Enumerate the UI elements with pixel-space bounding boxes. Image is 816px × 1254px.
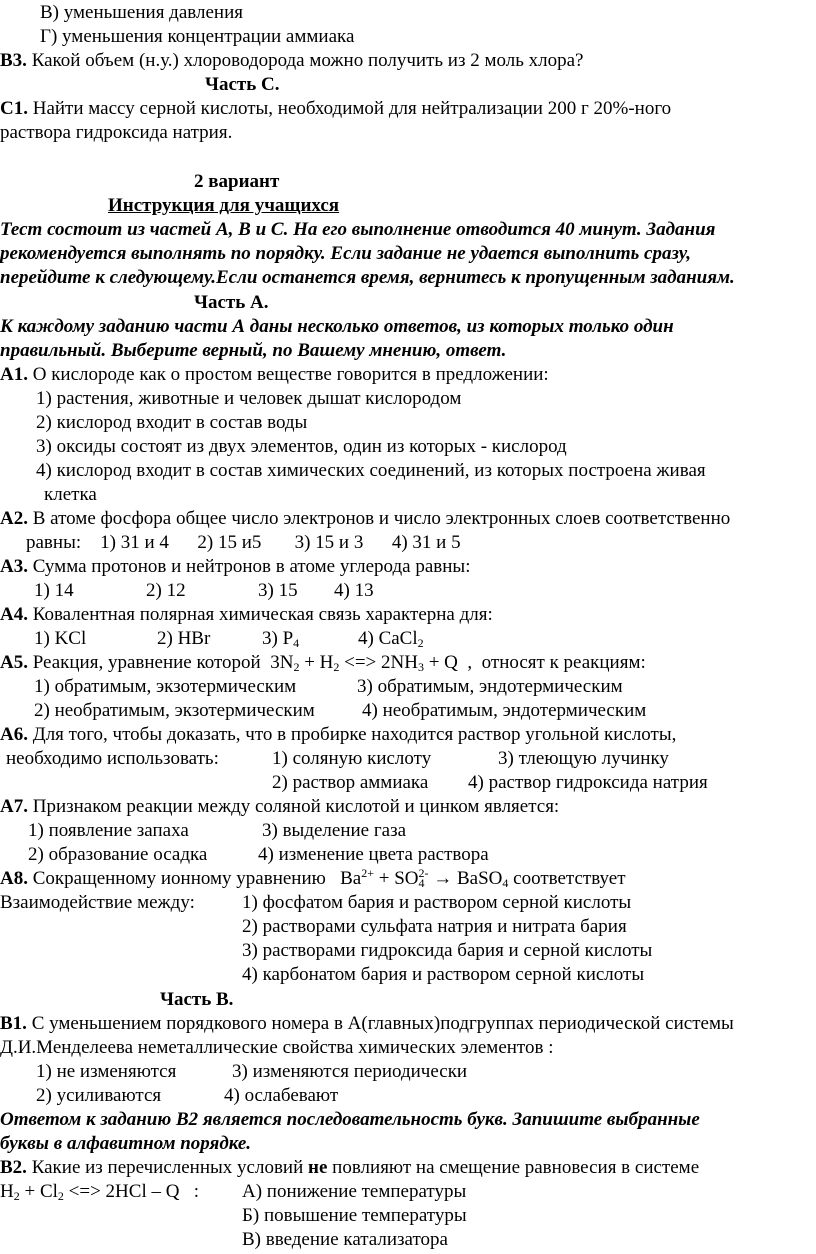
question-b3 — [0, 50, 584, 72]
instructions-line: рекомендуется выполнять по порядку. Если задание не удается выполнить сразу, — [0, 243, 692, 264]
question-label: А5. — [0, 652, 28, 673]
answer-option: 4) изменение цвета раствора — [258, 844, 489, 865]
question-label: С1. — [0, 98, 28, 119]
question-c1 — [0, 98, 671, 120]
equation-text: + Cl — [19, 1181, 58, 1202]
question-text: Ковалентная полярная химическая связь характерна для: — [27, 604, 493, 625]
subscript: 2 — [333, 660, 340, 674]
question-a8 — [0, 868, 626, 890]
question-a6 — [0, 724, 676, 746]
answer-option: 3) оксиды состоят из двух элементов, один из которых - кислород — [36, 436, 567, 457]
question-label: В2. — [0, 1157, 27, 1178]
answer-option: 4) необратимым, эндотермическим — [362, 700, 647, 721]
question-a3 — [0, 556, 470, 578]
question-a2 — [0, 508, 730, 530]
answer-option — [262, 628, 299, 650]
answer-option: 1) не изменяются — [36, 1061, 177, 1082]
question-text: <=> 2NH — [339, 652, 418, 673]
answer-option: 1) появление запаха — [28, 820, 189, 841]
arrow-icon: → — [428, 868, 457, 889]
question-text: повлияют на смещение равновесия в системе — [327, 1157, 700, 1178]
question-text: Признаком реакции между соляной кислотой и цинком является: — [27, 796, 560, 817]
answer-option: А) понижение температуры — [242, 1181, 467, 1202]
question-text: Сокращенному ионному уравнению Ba — [27, 868, 362, 889]
reaction-equation — [0, 1181, 199, 1203]
part-a-heading: Часть А. — [194, 292, 269, 313]
answer-option: 3) изменяются периодически — [232, 1061, 468, 1082]
answer-option: Б) повышение температуры — [242, 1205, 467, 1226]
question-text: Для того, чтобы доказать, что в пробирке находится раствор угольной кислоты, — [27, 724, 677, 745]
subscript: 4 — [293, 636, 300, 650]
question-label: А4. — [0, 604, 28, 625]
question-a1 — [0, 364, 549, 386]
answer-options: равны: 1) 31 и 4 2) 15 и5 3) 15 и 3 4) 31 и 5 — [26, 532, 461, 553]
answer-option: 4) раствор гидроксида натрия — [468, 772, 708, 793]
question-text-cont: необходимо использовать: — [6, 748, 219, 769]
answer-option: 1) 14 — [34, 580, 74, 601]
answer-option: 3) выделение газа — [262, 820, 407, 841]
question-text: Какие из перечисленных условий — [26, 1157, 309, 1178]
answer-option: 2) растворами сульфата натрия и нитрата бария — [242, 916, 627, 937]
question-label: В3. — [0, 50, 27, 71]
answer-option: 2) раствор аммиака — [272, 772, 429, 793]
question-text: BaSO — [457, 868, 503, 889]
question-text: В атоме фосфора общее число электронов и число электронных слоев соответственно — [27, 508, 731, 529]
answer-option: 1) растения, животные и человек дышат кислородом — [36, 388, 462, 409]
answer-option: 1) обратимым, экзотермическим — [34, 676, 297, 697]
part-a-note: К каждому заданию части А даны несколько ответов, из которых только один — [0, 316, 674, 337]
question-a4 — [0, 604, 493, 626]
answer-option: 3) 15 — [258, 580, 298, 601]
answer-option: 4) кислород входит в состав химических соединений, из которых построена живая — [36, 460, 706, 481]
answer-option: 4) ослабевают — [224, 1085, 339, 1106]
question-text: Сумма протонов и нейтронов в атоме углерода равны: — [27, 556, 471, 577]
answer-option: 1) KCl — [34, 628, 87, 649]
question-a7 — [0, 796, 559, 818]
answer-option: 2) необратимым, экзотермическим — [34, 700, 315, 721]
subscript: 2 — [417, 636, 424, 650]
option-g: Г) уменьшения концентрации аммиака — [40, 26, 355, 47]
variant-title: 2 вариант — [194, 171, 280, 192]
answer-option: 3) обратимым, эндотермическим — [357, 676, 623, 697]
subscript: 2 — [13, 1189, 20, 1203]
question-label: А8. — [0, 868, 28, 889]
question-text: С уменьшением порядкового номера в А(главных)подгруппах периодической системы — [26, 1013, 734, 1034]
question-text: О кислороде как о простом веществе говорится в предложении: — [27, 364, 549, 385]
question-text: + Q , относят к реакциям: — [423, 652, 646, 673]
answer-option-cont: клетка — [44, 484, 97, 505]
question-text-cont: Взаимодействие между: — [0, 892, 195, 913]
answer-option: 2) усиливаются — [36, 1085, 162, 1106]
part-b-heading: Часть В. — [160, 989, 234, 1010]
part-c-heading: Часть С. — [205, 74, 280, 95]
question-b1 — [0, 1013, 734, 1035]
answer-option: 1) соляную кислоту — [272, 748, 432, 769]
answer-option: 2) кислород входит в состав воды — [36, 412, 308, 433]
question-label: А1. — [0, 364, 28, 385]
question-emphasis: не — [308, 1157, 328, 1178]
question-text: Реакция, уравнение которой 3N — [27, 652, 294, 673]
option-text: 3) P — [262, 628, 294, 649]
question-label: А7. — [0, 796, 28, 817]
question-label: А3. — [0, 556, 28, 577]
instructions-line: перейдите к следующему.Если останется время, вернитесь к пропущенным заданиям. — [0, 267, 735, 288]
question-label: В1. — [0, 1013, 27, 1034]
option-b: В) уменьшения давления — [40, 2, 243, 23]
b2-note: Ответом к заданию В2 является последовательность букв. Запишите выбранные — [0, 1109, 700, 1130]
question-a5 — [0, 652, 646, 674]
b2-note: буквы в алфавитном порядке. — [0, 1133, 252, 1154]
instructions-line: Тест состоит из частей А, В и С. На его выполнение отводится 40 минут. Задания — [0, 219, 716, 240]
answer-option: 1) фосфатом бария и раствором серной кислоты — [242, 892, 632, 913]
subscript: 3 — [417, 660, 424, 674]
superscript: 2- — [418, 866, 429, 880]
part-a-note: правильный. Выберите верный, по Вашему мнению, ответ. — [0, 340, 507, 361]
question-label: А2. — [0, 508, 28, 529]
equation-text: <=> 2HCl – Q : — [63, 1181, 199, 1202]
subscript: 4 — [418, 876, 425, 890]
answer-option: 2) образование осадка — [28, 844, 208, 865]
subscript: 2 — [57, 1189, 64, 1203]
question-text: + SO — [373, 868, 419, 889]
option-text: 4) CaCl — [358, 628, 418, 649]
instructions-title: Инструкция для учащихся — [108, 195, 340, 216]
question-text: соответствует — [508, 868, 626, 889]
question-b2 — [0, 1157, 699, 1179]
answer-option: 3) растворами гидроксида бария и серной кислоты — [242, 940, 653, 961]
equation-text: H — [0, 1181, 14, 1202]
answer-option — [358, 628, 424, 650]
answer-option: 4) карбонатом бария и раствором серной кислоты — [242, 964, 645, 985]
subscript: 4 — [502, 876, 509, 890]
subscript: 2 — [293, 660, 300, 674]
question-c1-cont: раствора гидроксида натрия. — [0, 122, 233, 143]
answer-option: 4) 13 — [334, 580, 374, 601]
question-text-cont: Д.И.Менделеева неметаллические свойства химических элементов : — [0, 1037, 554, 1058]
superscript: 2+ — [361, 866, 374, 880]
question-label: А6. — [0, 724, 28, 745]
question-text: Какой объем (н.у.) хлороводорода можно получить из 2 моль хлора? — [26, 50, 584, 71]
answer-option: 2) 12 — [146, 580, 186, 601]
answer-option: 2) HBr — [157, 628, 211, 649]
answer-option: 3) тлеющую лучинку — [498, 748, 669, 769]
answer-option: В) введение катализатора — [242, 1229, 448, 1250]
question-text: Найти массу серной кислоты, необходимой для нейтрализации 200 г 20%-ного — [27, 98, 672, 119]
question-text: + H — [299, 652, 334, 673]
